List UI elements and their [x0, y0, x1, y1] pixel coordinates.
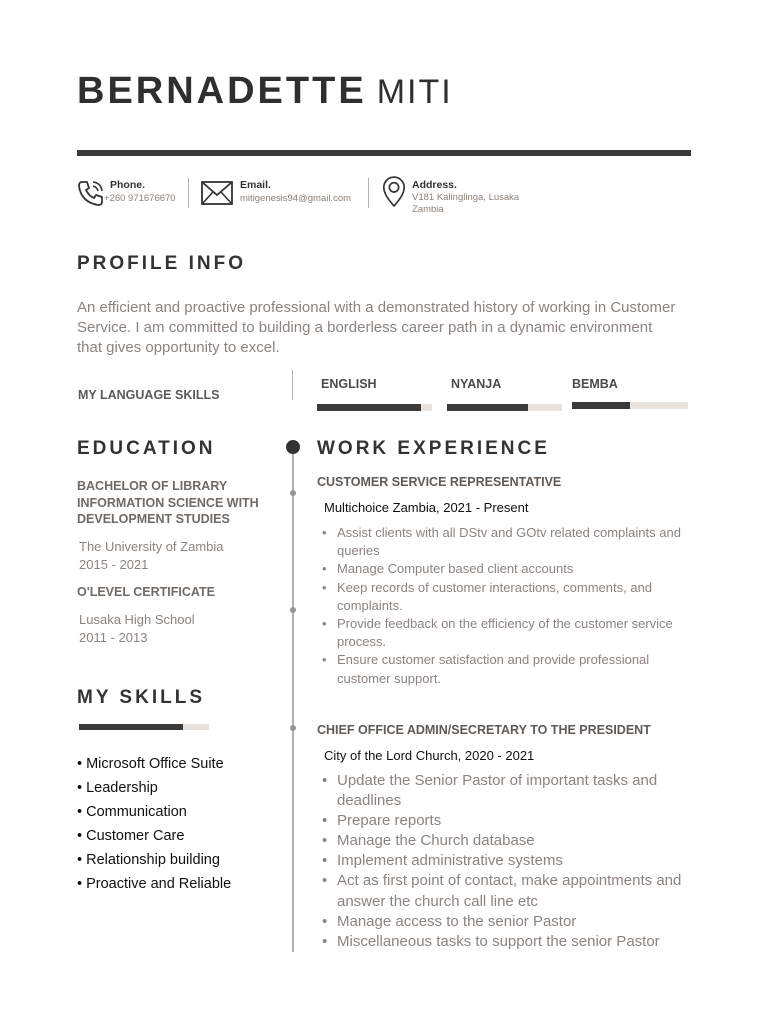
- address-line-2: Zambia: [412, 204, 444, 215]
- language-name: BEMBA: [572, 377, 618, 391]
- job-company: City of the Lord Church, 2020 - 2021: [324, 748, 535, 763]
- timeline-dot: [290, 607, 296, 613]
- school-name: Lusaka High School: [79, 612, 195, 627]
- skills-bar-fill: [79, 724, 183, 730]
- address-title: Address.: [412, 179, 457, 191]
- skills-list: [77, 752, 231, 896]
- contact-separator: [188, 178, 189, 208]
- language-skills-label: MY LANGUAGE SKILLS: [78, 388, 220, 402]
- contact-separator: [368, 178, 369, 208]
- envelope-icon: [201, 181, 233, 210]
- timeline-start-dot: [286, 440, 300, 454]
- job-title: CHIEF OFFICE ADMIN/SECRETARY TO THE PRESIDENT: [317, 723, 651, 737]
- list-item: • Manage Computer based client accounts: [322, 560, 692, 578]
- list-item: • Communication: [77, 804, 187, 820]
- list-item: • Keep records of customer interactions, comments, and complaints.: [322, 579, 692, 615]
- job-duties-list: [322, 524, 692, 688]
- timeline-dot: [290, 725, 296, 731]
- language-bar-fill: [317, 404, 421, 411]
- language-bar: [447, 404, 562, 411]
- list-item: • Relationship building: [77, 852, 220, 868]
- school-years: 2015 - 2021: [79, 557, 149, 572]
- job-title: CUSTOMER SERVICE REPRESENTATIVE: [317, 475, 562, 489]
- list-item: • Customer Care: [77, 828, 185, 844]
- language-bar: [317, 404, 432, 411]
- language-name: NYANJA: [451, 377, 502, 391]
- list-item: • Manage the Church database: [322, 831, 692, 851]
- school-years: 2011 - 2013: [79, 630, 148, 645]
- list-item: • Assist clients with all DStv and GOtv related complaints and queries: [322, 524, 692, 560]
- timeline-dot: [290, 490, 296, 496]
- job-company: Multichoice Zambia, 2021 - Present: [324, 500, 529, 515]
- header-divider: [77, 150, 691, 156]
- list-item: • Act as first point of contact, make appointments and answer the church call line etc: [322, 871, 692, 911]
- map-pin-icon: [381, 176, 407, 213]
- phone-value[interactable]: +260 971676670: [104, 193, 176, 204]
- job-duties-list: [322, 771, 692, 952]
- language-bar: [572, 402, 688, 409]
- phone-icon: [76, 178, 106, 213]
- email-title: Email.: [240, 179, 271, 191]
- list-item: • Microsoft Office Suite: [77, 756, 224, 772]
- list-item: • Update the Senior Pastor of important tasks and deadlines: [322, 771, 692, 811]
- list-item: • Provide feedback on the efficiency of the customer service process.: [322, 615, 692, 651]
- skills-heading: MY SKILLS: [77, 687, 205, 708]
- education-heading: EDUCATION: [77, 438, 216, 459]
- last-name: MITI: [376, 73, 453, 111]
- list-item: • Miscellaneous tasks to support the senior Pastor: [322, 932, 692, 952]
- phone-title: Phone.: [110, 179, 146, 191]
- degree-title: BACHELOR OF LIBRARY INFORMATION SCIENCE WITH DEVELOPMENT STUDIES: [77, 479, 259, 526]
- language-separator: [292, 370, 293, 400]
- candidate-name: [77, 70, 453, 113]
- address-line-1: V181 Kalinglinga, Lusaka: [412, 192, 520, 203]
- degree-title: O'LEVEL CERTIFICATE: [77, 585, 215, 599]
- school-name: The University of Zambia: [79, 539, 224, 554]
- list-item: • Manage access to the senior Pastor: [322, 912, 692, 932]
- language-bar-fill: [572, 402, 630, 409]
- email-value[interactable]: mitigenesis94@gmail.com: [240, 193, 352, 204]
- language-name: ENGLISH: [321, 377, 377, 391]
- skills-bar: [79, 724, 209, 730]
- list-item: • Proactive and Reliable: [77, 876, 232, 892]
- list-item: • Prepare reports: [322, 811, 692, 831]
- work-experience-heading: WORK EXPERIENCE: [317, 438, 550, 459]
- timeline-line: [292, 448, 294, 952]
- list-item: • Ensure customer satisfaction and provide professional customer support.: [322, 651, 692, 687]
- profile-text: An efficient and proactive professional with a demonstrated history of working in Customer Service. I am committed to building a borderless career path in a dynamic environment that gives opportunity to excel.: [77, 299, 676, 356]
- profile-heading: PROFILE INFO: [77, 253, 246, 274]
- first-name: BERNADETTE: [77, 70, 367, 112]
- list-item: • Implement administrative systems: [322, 851, 692, 871]
- language-bar-fill: [447, 404, 528, 411]
- list-item: • Leadership: [77, 780, 158, 796]
